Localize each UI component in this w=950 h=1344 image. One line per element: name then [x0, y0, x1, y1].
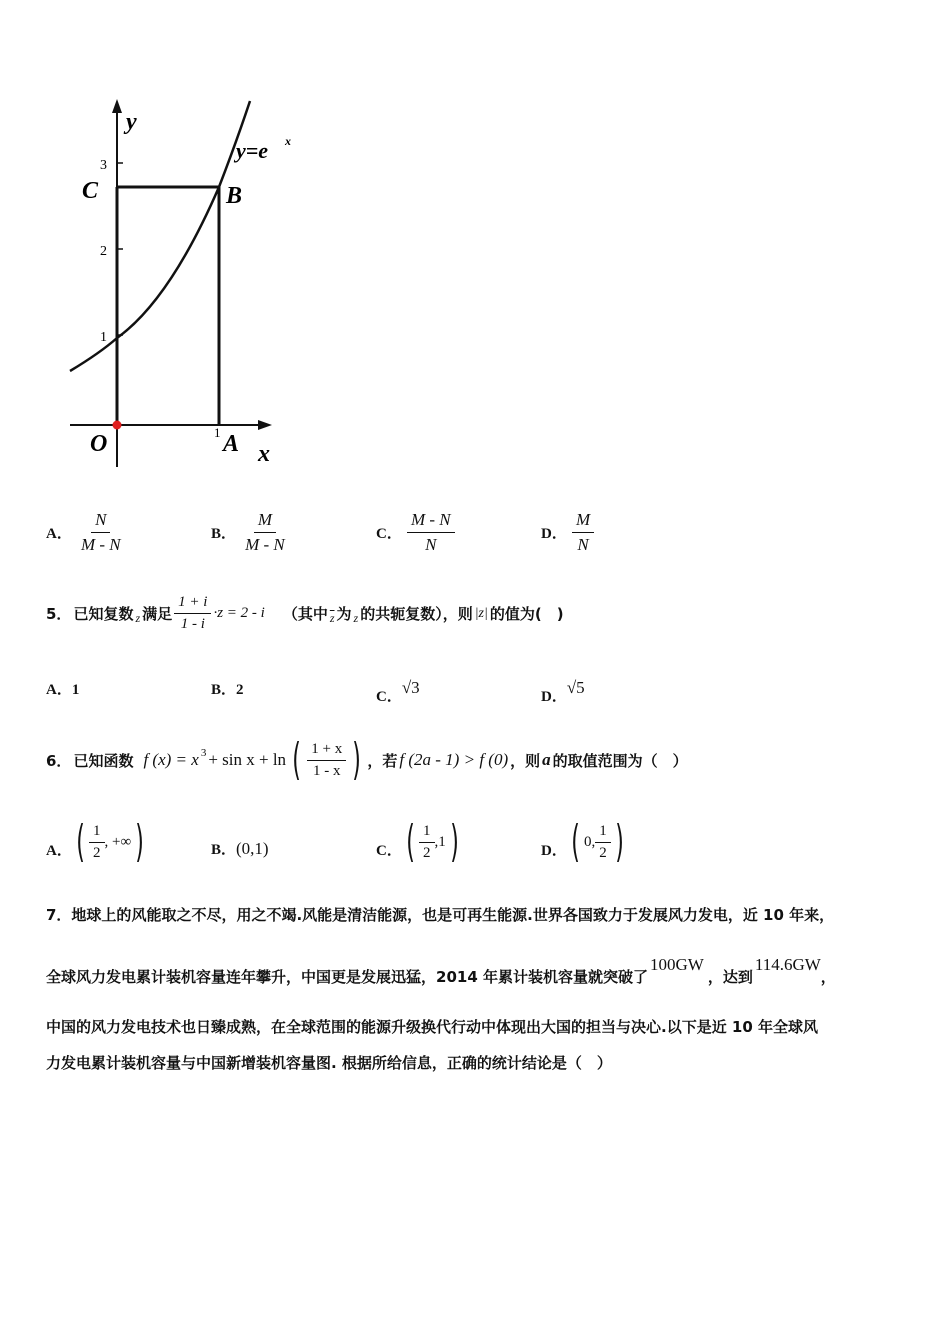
var-a: a: [542, 750, 551, 769]
q4-option-b[interactable]: [211, 510, 289, 555]
x-axis-label: x: [258, 441, 270, 467]
function-def: f (x) = x: [143, 750, 199, 769]
q6-option-a[interactable]: A． ( $\frac{1}{2}$ , +∞ ): [46, 816, 145, 867]
value-114-6gw: 114.6GW: [754, 955, 821, 974]
exp-curve: [70, 101, 250, 371]
option-label: C．: [376, 526, 402, 542]
exponential-graph-figure: [60, 95, 320, 485]
point-label-c: C: [82, 178, 99, 204]
q5-option-b[interactable]: B．2: [211, 682, 244, 698]
y-axis-label: y: [126, 109, 137, 135]
curve-label-exponent: x: [285, 134, 291, 148]
q5-option-c[interactable]: C．√3: [376, 678, 420, 705]
inequality: f (2a - 1) > f (0): [399, 750, 509, 769]
q4-option-d[interactable]: [541, 510, 594, 555]
var-zbar: $\overline{z}$: [329, 611, 335, 625]
y-axis-arrow: [112, 99, 122, 113]
fraction: $\frac{M}{M - N}$: [245, 510, 285, 554]
fraction: $\frac{M - N}{N}$: [407, 510, 455, 555]
q6-option-c[interactable]: C． ( $\frac{1}{2}$ ,1 ): [376, 816, 459, 867]
q7-line-2: 全球风力发电累计装机容量连年攀升，中国更是发展迅猛，2014 年累计装机容量就突破了 100GW ，达到 114.6GW ，: [46, 960, 836, 992]
x-axis-arrow: [258, 420, 272, 430]
tick-label-x1: 1: [214, 425, 221, 440]
value-100gw: 100GW: [649, 955, 704, 974]
question-number: 6．: [46, 751, 72, 770]
point-label-a: A: [223, 431, 240, 457]
fraction: $\frac{M}{N}$: [572, 510, 594, 555]
point-label-o: O: [90, 431, 108, 457]
tick-label-3: 3: [100, 158, 107, 173]
ln-fraction: $\frac{1 + x}{1 - x}$: [307, 741, 346, 780]
q4-option-c[interactable]: [376, 510, 455, 555]
option-label: D．: [541, 526, 567, 542]
tick-label-2: 2: [100, 244, 107, 259]
question-number: 5．: [46, 605, 72, 623]
point-label-b: B: [226, 183, 243, 209]
abs-z: |z|: [474, 605, 488, 621]
q5-stem: 5． 已知复数 z 满足 $\frac{1 + i}{1 - i}$ ·z = 2 - i （其中 $\overline{z}$ 为 z 的共轭复数），则 |z| 的值为( ): [46, 594, 564, 632]
q5-option-a[interactable]: A．1: [46, 682, 80, 698]
option-label: B．: [211, 526, 237, 542]
option-label: A．: [46, 526, 72, 542]
q4-option-a[interactable]: [46, 510, 125, 555]
equation-rest: ·z = 2 - i: [213, 605, 265, 621]
q6-stem: 6． 已知函数 f (x) = x 3 + sin x + ln ( $\frac{1 + x}{1 - x}$ ) ，若 f (2a - 1) > f (0) ，则 a 的取值范围为（ ）: [46, 734, 688, 785]
q7-line-1: 7．地球上的风能取之不尽，用之不竭.风能是清洁能源，也是可再生能源.世界各国致力于发展风力发电，近 10 年来，: [46, 906, 835, 924]
q6-option-b[interactable]: B． (0,1): [211, 838, 269, 858]
equation-fraction: $\frac{1 + i}{1 - i}$: [174, 594, 211, 633]
fraction: $\frac{N}{M - N}$: [80, 510, 121, 554]
q7-line-4: 力发电累计装机容量与中国新增装机容量图. 根据所给信息，正确的统计结论是（ ）: [46, 1054, 612, 1072]
curve-label: y=e: [236, 138, 269, 163]
tick-label-1: 1: [100, 330, 107, 345]
q7-line-3: 中国的风力发电技术也日臻成熟，在全球范围的能源升级换代行动中体现出大国的担当与决心.以下是近 10 年全球风: [46, 1018, 819, 1036]
var-z: z: [353, 611, 359, 625]
var-z: z: [135, 611, 141, 625]
q5-option-d[interactable]: D．√5: [541, 678, 585, 705]
q6-option-d[interactable]: D． ( 0, $\frac{1}{2}$ ): [541, 816, 624, 867]
origin-point: [113, 421, 122, 430]
